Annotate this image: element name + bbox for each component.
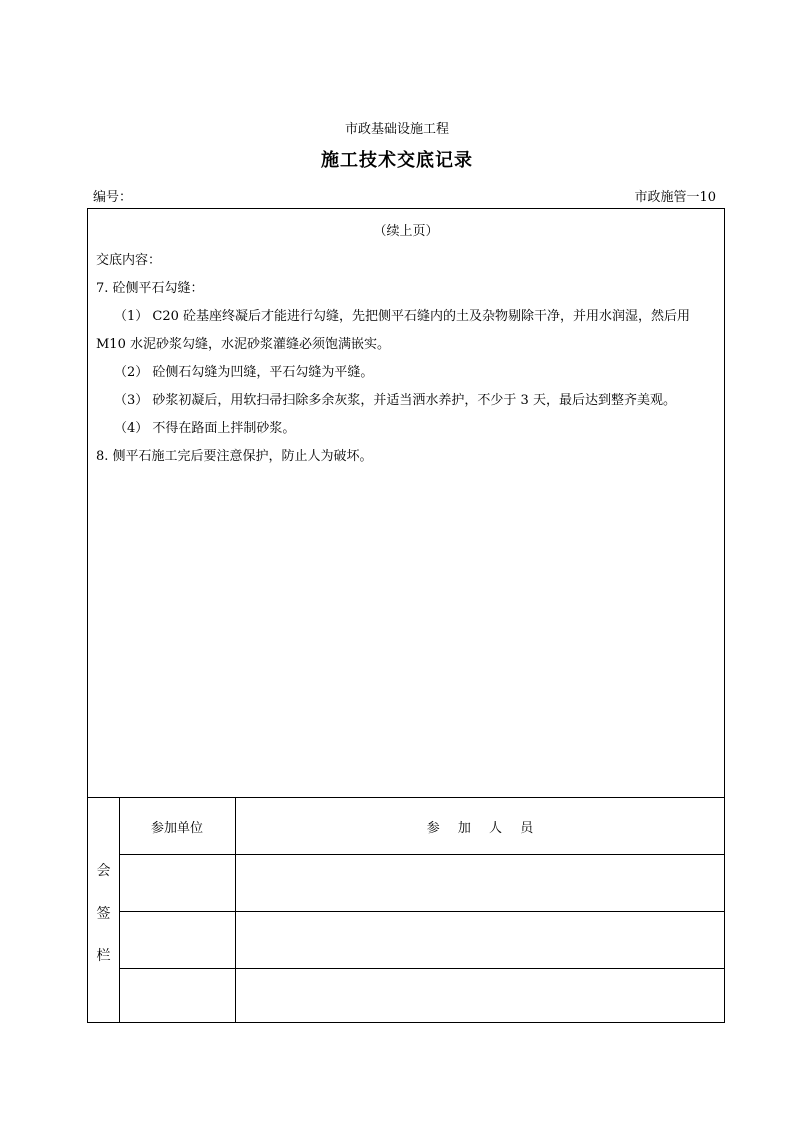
unit-cell[interactable] xyxy=(119,969,236,1023)
signoff-row xyxy=(119,912,724,969)
signoff-row xyxy=(119,855,724,912)
unit-column-header: 参加单位 xyxy=(119,798,236,854)
item-7-paragraph-3: （3） 砂浆初凝后，用软扫帚扫除多余灰浆，并适当洒水养护，不少于 3 天，最后达到整齐美观。 xyxy=(114,393,676,408)
content-intro: 交底内容： xyxy=(96,253,162,268)
disclosure-content xyxy=(88,209,724,797)
signoff-header-row xyxy=(119,798,724,855)
record-sheet xyxy=(87,208,725,1023)
signoff-label-char: 栏 xyxy=(96,948,111,964)
person-cell[interactable] xyxy=(236,969,724,1023)
signoff-section xyxy=(88,797,724,1023)
item-7-paragraph-1-line-1: （1） C20 砼基座终凝后才能进行勾缝，先把侧平石缝内的土及杂物剔除干净，并用水润湿，然后用 xyxy=(114,309,691,324)
person-cell[interactable] xyxy=(236,855,724,911)
person-cell[interactable] xyxy=(236,912,724,968)
signoff-label-char: 签 xyxy=(96,906,111,922)
number-label: 编号： xyxy=(93,190,133,205)
person-column-header: 参 加 人 员 xyxy=(426,820,534,836)
document-subtitle: 市政基础设施工程 xyxy=(344,122,449,137)
signoff-row xyxy=(119,969,724,1023)
signoff-label-char: 会 xyxy=(96,863,111,879)
signoff-label-column xyxy=(88,798,120,1023)
item-7-paragraph-4: （4） 不得在路面上拌制砂浆。 xyxy=(114,421,296,436)
number-value: 市政施管一10 xyxy=(634,190,716,205)
item-7-paragraph-2: （2） 砼侧石勾缝为凹缝，平石勾缝为平缝。 xyxy=(114,365,374,380)
continued-note: （续上页） xyxy=(373,224,439,239)
item-8: 8. 侧平石施工完后要注意保护，防止人为破坏。 xyxy=(96,449,373,464)
item-7-heading: 7. 砼侧平石勾缝： xyxy=(96,281,204,296)
item-7-paragraph-1-line-2: M10 水泥砂浆勾缝，水泥砂浆灌缝必须饱满嵌实。 xyxy=(96,337,390,352)
unit-cell[interactable] xyxy=(119,912,236,968)
unit-cell[interactable] xyxy=(119,855,236,911)
document-title: 施工技术交底记录 xyxy=(321,150,473,171)
